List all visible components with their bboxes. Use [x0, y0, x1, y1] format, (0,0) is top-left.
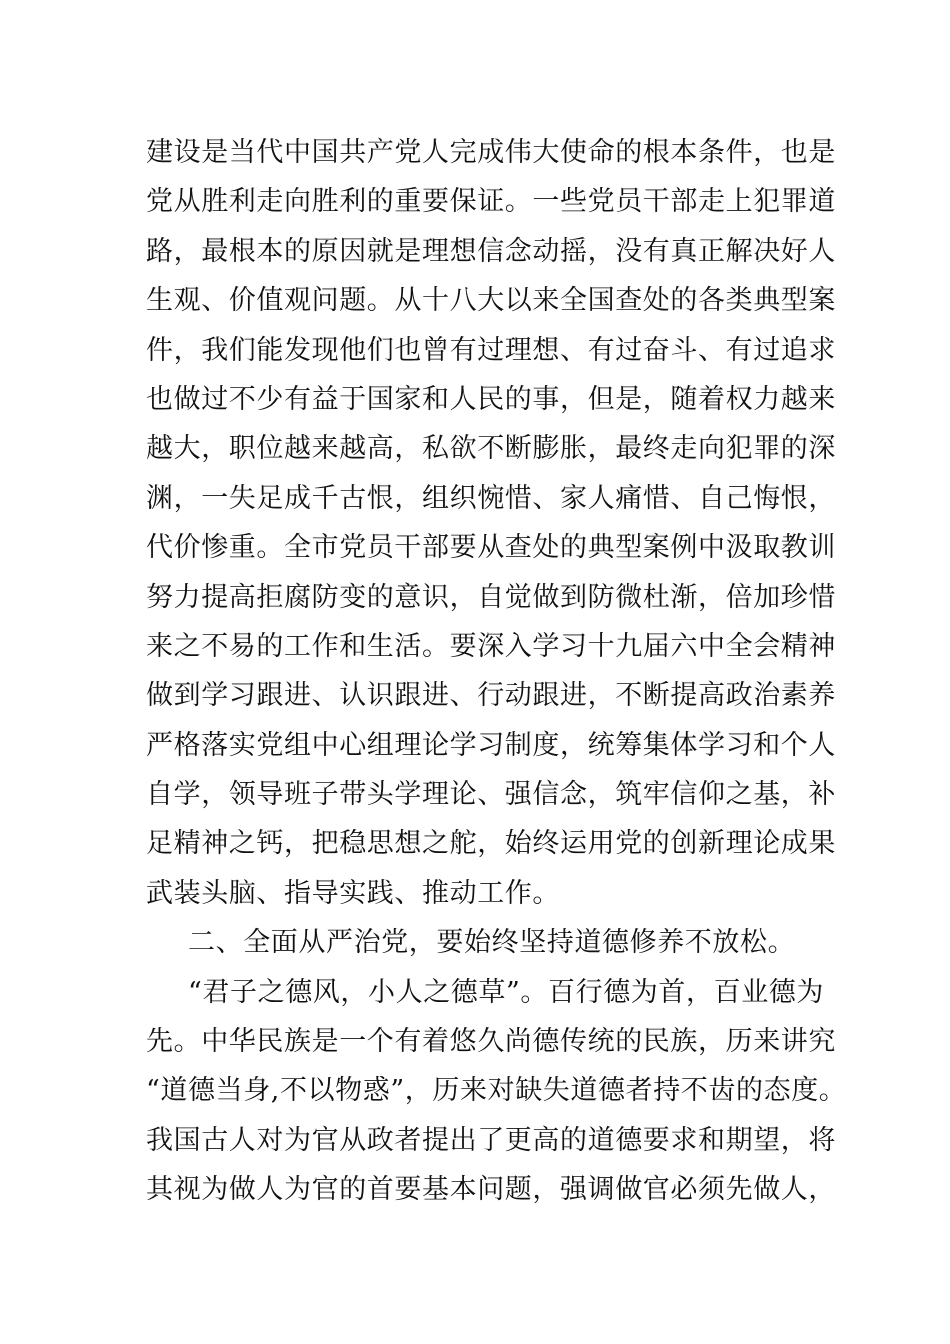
text-line: 努力提高拒腐防变的意识，自觉做到防微杜渐，倍加珍惜 [146, 581, 836, 613]
text-line: 路，最根本的原因就是理想信念动摇，没有真正解决好人 [146, 235, 836, 267]
text-line: 先。中华民族是一个有着悠久尚德传统的民族，历来讲究 [146, 1026, 836, 1058]
body-text [146, 128, 846, 1215]
text-line: 生观、价值观问题。从十八大以来全国查处的各类典型案 [146, 285, 836, 317]
text-line: 来之不易的工作和生活。要深入学习十九届六中全会精神 [146, 630, 836, 662]
text-line: 建设是当代中国共产党人完成伟大使命的根本条件，也是 [146, 137, 836, 168]
text-line: 做到学习跟进、认识跟进、行动跟进，不断提高政治素养 [146, 680, 836, 712]
text-line: 渊，一失足成千古恨，组织惋惜、家人痛惜、自己悔恨， [146, 482, 836, 514]
text-line: 也做过不少有益于国家和人民的事，但是，随着权力越来 [146, 383, 836, 415]
text-line: 件，我们能发现他们也曾有过理想、有过奋斗、有过追求 [146, 334, 836, 366]
text-line: 武装头脑、指导实践、推动工作。 [146, 877, 560, 909]
paragraph-start-line: “君子之德风，小人之德草”。百行德为首，百业德为 [188, 976, 825, 1008]
text-line: 其视为做人为官的首要基本问题，强调做官必须先做人， [146, 1174, 836, 1206]
section-heading: 二、全面从严治党，要始终坚持道德修养不放松。 [188, 927, 796, 959]
text-line: 代价惨重。全市党员干部要从查处的典型案例中汲取教训 [146, 532, 836, 564]
text-line: 党从胜利走向胜利的重要保证。一些党员干部走上犯罪道 [146, 186, 836, 218]
text-line: 自学，领导班子带头学理论、强信念，筑牢信仰之基，补 [146, 779, 836, 811]
text-line: 我国古人对为官从政者提出了更高的道德要求和期望，将 [146, 1124, 836, 1156]
text-line: 越大，职位越来越高，私欲不断膨胀，最终走向犯罪的深 [146, 433, 836, 465]
text-line: “道德当身,不以物惑”，历来对缺失道德者持不齿的态度。 [146, 1075, 847, 1107]
text-line: 足精神之钙，把稳思想之舵，始终运用党的创新理论成果 [146, 828, 836, 860]
text-line: 严格落实党组中心组理论学习制度，统筹集体学习和个人 [146, 729, 836, 761]
